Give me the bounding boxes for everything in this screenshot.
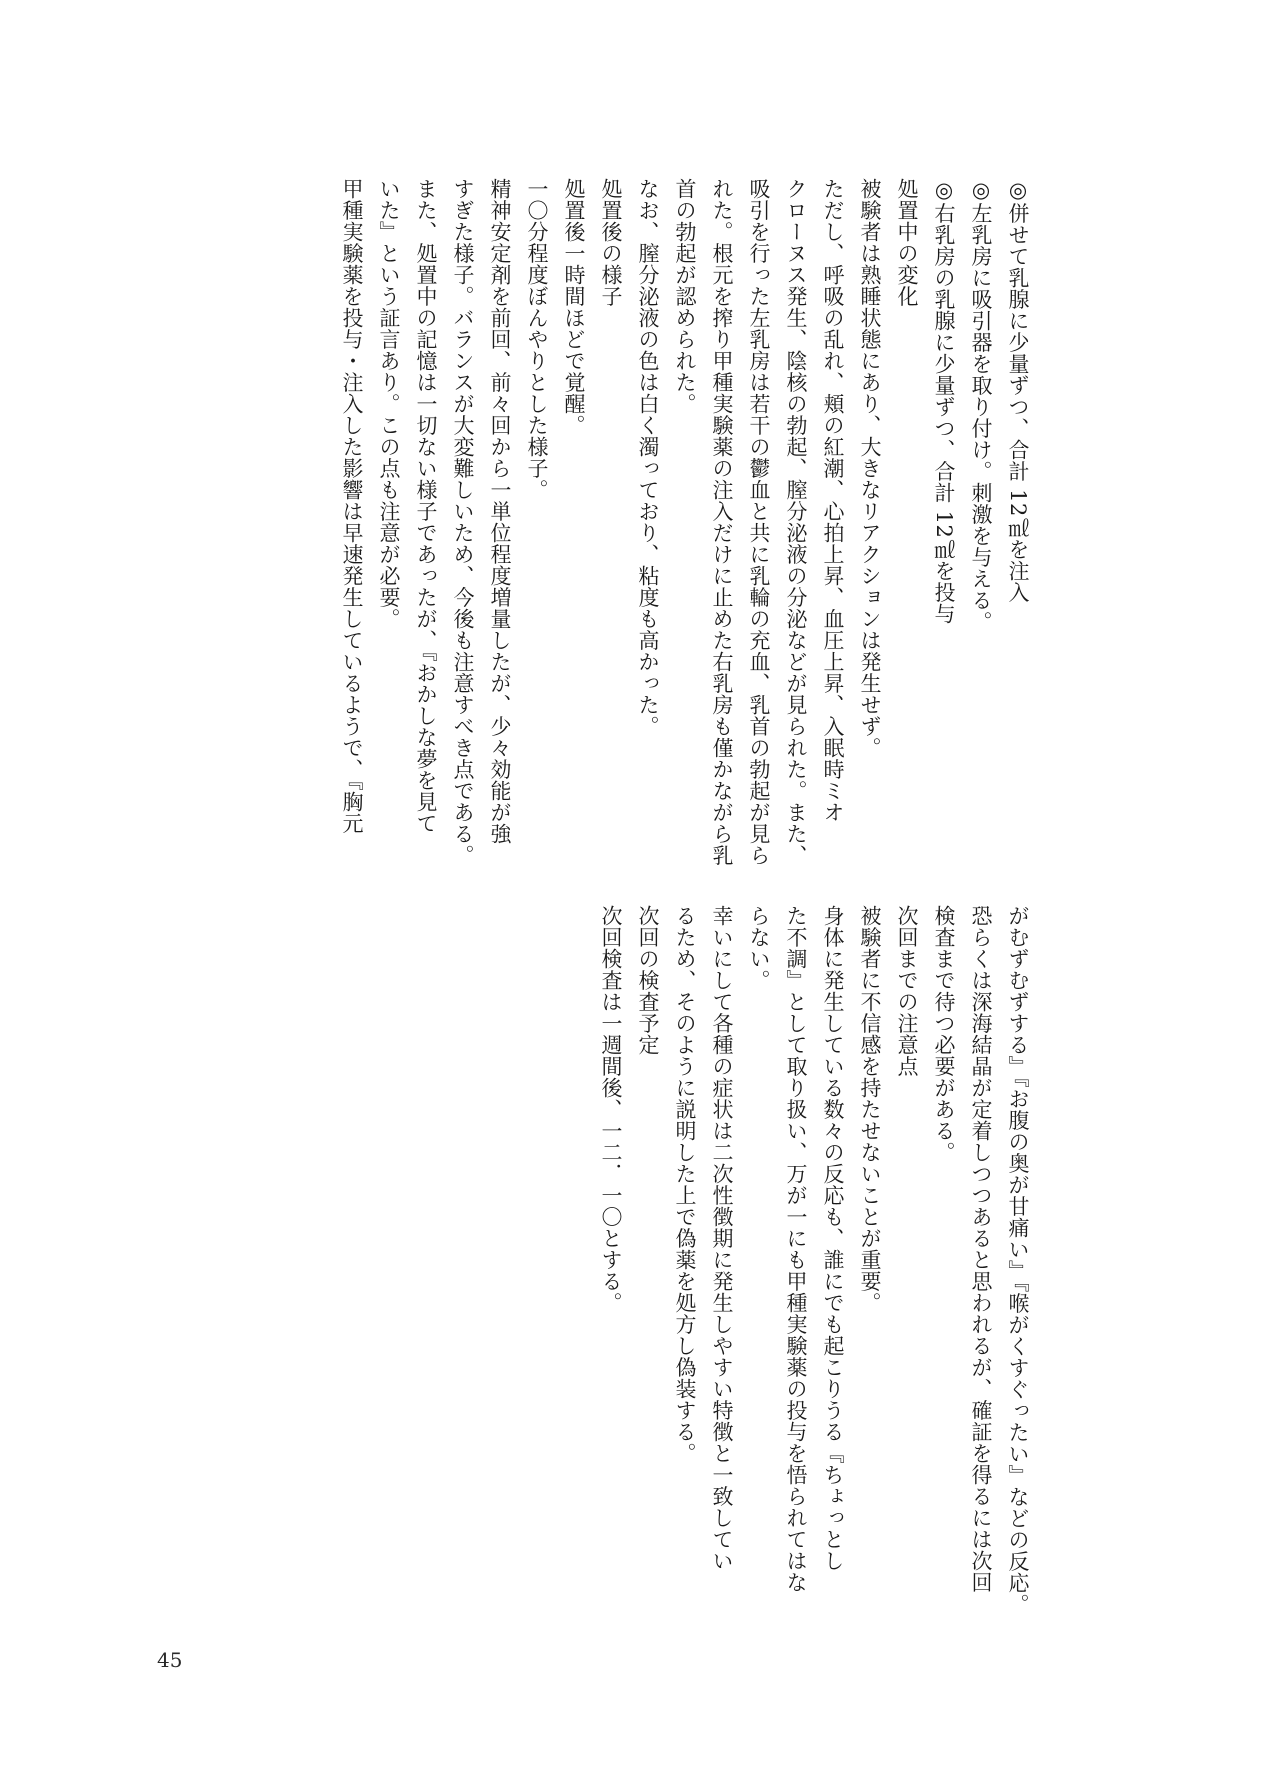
text-line: た不調』として取り扱い、万が一にも甲種実験薬の投与を悟られてはな — [784, 905, 808, 1593]
text-line: 首の勃起が認められた。 — [673, 178, 697, 415]
text-line: いた』という証言あり。この点も注意が必要。 — [377, 178, 401, 630]
text-line: また、処置中の記憶は一切ない様子であったが、『おかしな夢を見て — [414, 178, 438, 834]
text-line: すぎた様子。バランスが大変難しいため、今後も注意すべき点である。 — [451, 178, 475, 866]
section-heading: 処置後の様子 — [599, 178, 623, 307]
text-line: ただし、呼吸の乱れ、頬の紅潮、心拍上昇、血圧上昇、入眠時ミオ — [821, 178, 845, 823]
text-line: れた。根元を搾り甲種実験薬の注入だけに止めた右乳房も僅かながら乳 — [710, 178, 734, 866]
text-line: 検査まで待つ必要がある。 — [932, 905, 956, 1163]
text-line: なお、膣分泌液の色は白く濁っており、粘度も高かった。 — [636, 178, 660, 737]
text-line: ◎右乳房の乳腺に少量ずつ、合計 12㎖を投与 — [932, 178, 956, 625]
text-line: 被験者は熟睡状態にあり、大きなリアクションは発生せず。 — [858, 178, 882, 759]
text-line: 吸引を行った左乳房は若干の鬱血と共に乳輪の充血、乳首の勃起が見ら — [747, 178, 771, 866]
text-line: 恐らくは深海結晶が定着しつつあると思われるが、確証を得るには次回 — [969, 905, 993, 1593]
section-heading: 処置中の変化 — [895, 178, 919, 307]
text-line: 精神安定剤を前回、前々回から一単位程度増量したが、少々効能が強 — [488, 178, 512, 845]
upper-text-block — [180, 178, 1110, 898]
text-line: 被験者に不信感を持たせないことが重要。 — [858, 905, 882, 1314]
text-line: 甲種実験薬を投与・注入した影響は早速発生しているようで、『胸元 — [340, 178, 364, 834]
text-line: ◎左乳房に吸引器を取り付け。刺激を与える。 — [969, 178, 993, 633]
text-line: らない。 — [747, 905, 771, 991]
text-line: 次回検査は一週間後、一二．一〇とする。 — [599, 905, 623, 1314]
text-line: 身体に発生している数々の反応も、誰にでも起こりうる『ちょっとし — [821, 905, 845, 1572]
lower-text-block — [430, 905, 1110, 1625]
section-heading: 次回までの注意点 — [895, 905, 919, 1077]
text-line: クローヌス発生、陰核の勃起、膣分泌液の分泌などが見られた。また、 — [784, 178, 808, 866]
section-heading: 次回の検査予定 — [636, 905, 660, 1056]
text-line: 幸いにして各種の症状は二次性徴期に発生しやすい特徴と一致してい — [710, 905, 734, 1572]
text-line: がむずむずする』『お腹の奥が甘痛い』『喉がくすぐったい』などの反応。 — [1006, 905, 1030, 1615]
text-line: 処置後一時間ほどで覚醒。 — [562, 178, 586, 436]
text-line: 一〇分程度ぼんやりとした様子。 — [525, 178, 549, 501]
text-line: るため、そのように説明した上で偽薬を処方し偽装する。 — [673, 905, 697, 1464]
text-line: ◎併せて乳腺に少量ずつ、合計 12㎖を注入 — [1006, 178, 1030, 603]
page-number: 45 — [157, 1648, 183, 1672]
